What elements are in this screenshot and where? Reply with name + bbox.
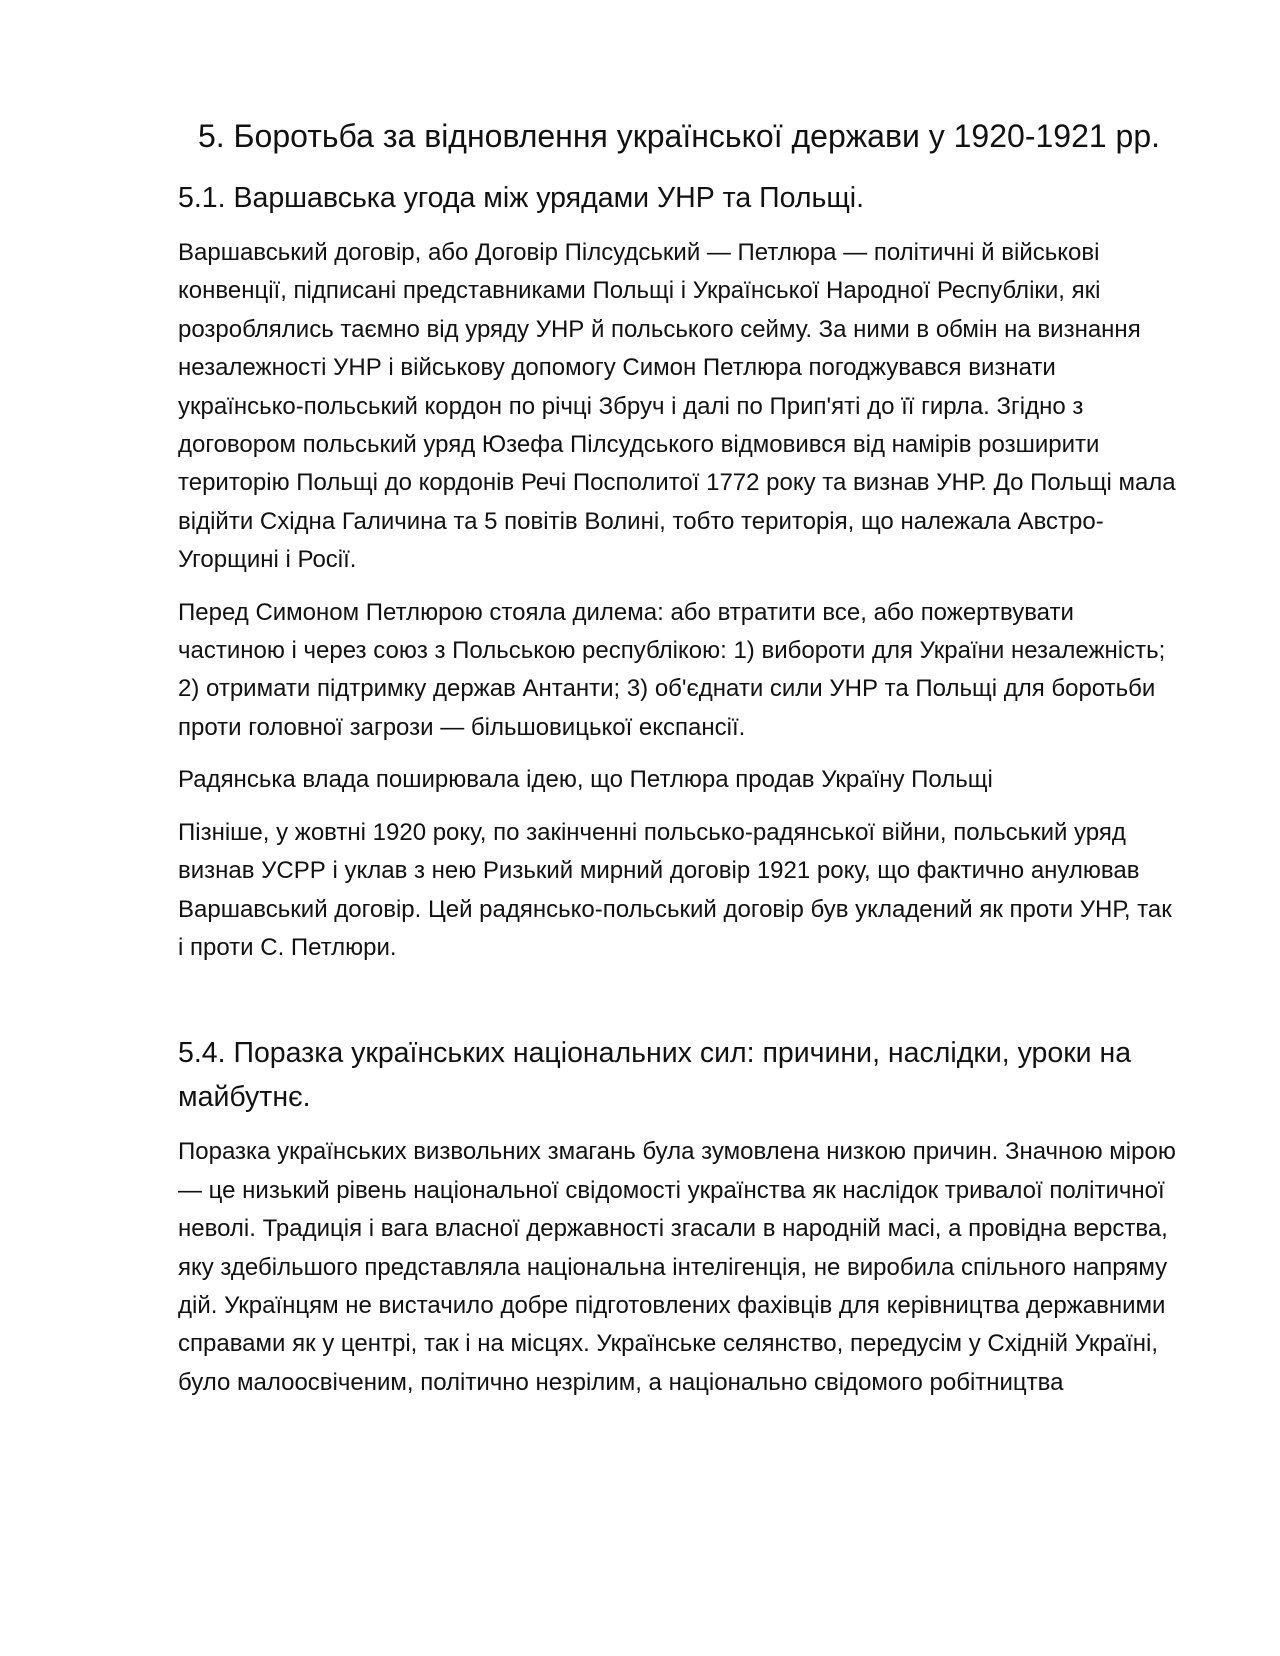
paragraph: Поразка українських визвольних змагань була зумовлена низкою причин. Значною мірою — це низький рівень національної свідомості українства як наслідок тривалої політичної неволі. Традиція і вага власної державності згасали в народній масі, а провідна верства, яку здебільшого представляла національна інтелігенція, не виробила спільного напряму дій. Українцям не вистачило добре підготовлених фахівців для керівництва державними справами як у центрі, так і на місцях. Українське селянство, передусім у Східній Україні, було малоосвіченим, політично незрілим, а національно свідомого робітництва [178, 1138, 1176, 1396]
paragraph: Перед Симоном Петлюрою стояла дилема: або втратити все, або пожертвувати частиною і через союз з Польською республікою: 1) вибороти для України незалежність; 2) отримати підтримку держав Антанти; 3) об'єднати сили УНР та Польщі для боротьби проти головної загрози — більшовицької експансії. [178, 598, 1166, 741]
document-title: 5. Боротьба за відновлення української держави у 1920-1921 рр. [197, 118, 1161, 154]
section-heading-5-4: 5.4. Поразка українських національних сил: причини, наслідки, уроки на майбутнє. [178, 1037, 1132, 1114]
document-page [178, 112, 1180, 1402]
section-heading-5-1: 5.1. Варшавська угода між урядами УНР та Польщі. [178, 182, 865, 214]
paragraph: Радянська влада поширювала ідею, що Петлюра продав Україну Польщі [178, 766, 993, 794]
paragraph: Пізніше, у жовтні 1920 року, по закінченні польсько-радянської війни, польський уряд визнав УСРР і уклав з нею Ризький мирний договір 1921 року, що фактично анулював Варшавський договір. Цей радянсько-польський договір був укладений як проти УНР, так і проти С. Петлюри. [178, 818, 1172, 961]
paragraph: Варшавський договір, або Договір Пілсудський — Петлюра — політичні й військові конвенції, підписані представниками Польщі і Української Народної Республіки, які розроблялись таємно від уряду УНР й польського сейму. За ними в обмін на визнання незалежності УНР і військову допомогу Симон Петлюра погоджувався визнати українсько-польський кордон по річці Збруч і далі по Прип'яті до її гирла. Згідно з договором польський уряд Юзефа Пілсудського відмовився від намірів розширити територію Польщі до кордонів Речі Посполитої 1772 року та визнав УНР. До Польщі мала відійти Східна Галичина та 5 повітів Волині, тобто територія, що належала Австро-Угорщині і Росії. [178, 239, 1176, 574]
